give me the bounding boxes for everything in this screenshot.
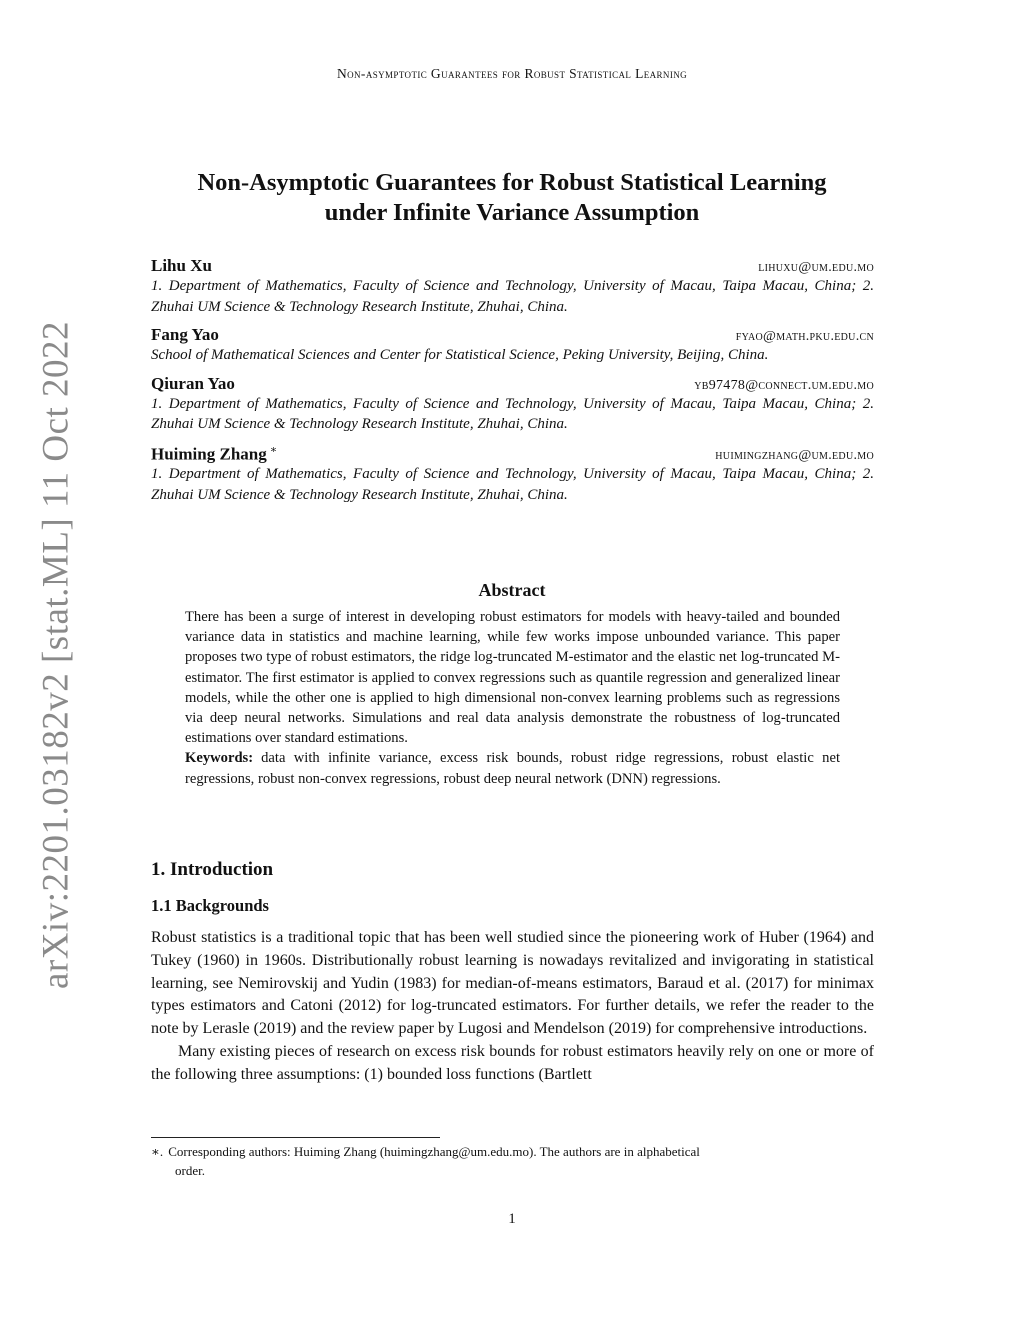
footnote-rule [151, 1137, 440, 1138]
page-number: 1 [508, 1211, 516, 1227]
arxiv-stamp: arXiv:2201.03182v2 [stat.ML] 11 Oct 2022 [35, 320, 77, 990]
author-email[interactable]: yb97478@connect.um.edu.mo [694, 377, 874, 393]
author-affiliation: 1. Department of Mathematics, Faculty of Science and Technology, University of Macau, Taipa Macau, China; 2. Zhuhai UM Science & Technology Research Institute, Zhuhai, China. [151, 278, 874, 315]
paragraph: Robust statistics is a traditional topic that has been well studied since the pioneering work of Huber (1964) and Tukey (1960) in 1960s. Distributionally robust learning is nowadays revitalized and invigorating in statistical learning, see Nemirovskij and Yudin (1983) for median-of-means estimators, Baraud et al. (2017) for minimax types estimators and Catoni (2012) for log-truncated estimators. For further details, we refer the reader to the note by Lerasle (2019) and the review paper by Lugosi and Mendelson (2019) for comprehensive introductions. [151, 929, 874, 1038]
author-name [151, 443, 277, 465]
author-email[interactable]: fyao@math.pku.edu.cn [735, 329, 874, 344]
keywords-text: data with infinite variance, excess risk bounds, robust ridge regressions, robust elastic net regressions, robust non-convex regressions, robust deep neural network (DNN) regressions. [185, 750, 840, 787]
keywords [185, 748, 840, 788]
author-list [151, 256, 874, 513]
author-name: Lihu Xu [151, 256, 212, 275]
footnote-marker: ∗. [151, 1144, 164, 1159]
title-line-2: under Infinite Variance Assumption [324, 199, 700, 226]
author-email[interactable]: huimingzhang@um.edu.mo [715, 448, 874, 464]
paragraph: Many existing pieces of research on excess risk bounds for robust estimators heavily rely on one or more of the following three assumptions: (1) bounded loss functions (Bartlett [151, 1042, 874, 1083]
author-affiliation: 1. Department of Mathematics, Faculty of Science and Technology, University of Macau, Taipa Macau, China; 2. Zhuhai UM Science & Technology Research Institute, Zhuhai, China. [151, 466, 874, 503]
author-block [151, 443, 874, 506]
abstract [185, 607, 840, 789]
author-block [151, 325, 874, 366]
author-name: Qiuran Yao [151, 373, 235, 393]
subsection-heading: 1.1 Backgrounds [151, 896, 269, 915]
paper-title [130, 168, 894, 228]
author-block [151, 374, 874, 435]
author-block [151, 256, 874, 317]
author-affiliation: School of Mathematical Sciences and Center for Statistical Science, Peking University, Beijing, China. [151, 347, 769, 363]
running-head: Non-asymptotic Guarantees for Robust Statistical Learning [336, 66, 688, 81]
title-line-1: Non-Asymptotic Guarantees for Robust Statistical Learning [197, 169, 827, 196]
author-email[interactable]: lihuxu@um.edu.mo [758, 260, 874, 275]
footnote-continuation: order. [175, 1162, 205, 1178]
footnote [151, 1143, 874, 1180]
author-name-text: Huiming Zhang [151, 444, 267, 464]
keywords-label: Keywords: [185, 750, 254, 767]
author-name: Fang Yao [151, 325, 219, 344]
abstract-text: There has been a surge of interest in developing robust estimators for models with heavy-tailed and bounded variance data in statistics and machine learning, while few works impose unbounded variance. This paper proposes two type of robust estimators, the ridge log-truncated M-estimator and the elastic net log-truncated M-estimator. The first estimator is applied to convex regressions such as quantile regression and generalized linear models, while the other one is applied to high dimensional non-convex learning problems such as regressions via deep neural networks. Simulations and real data analysis demonstrate the robustness of log-truncated estimations over standard estimations. [185, 609, 840, 747]
section-heading: 1. Introduction [151, 859, 274, 880]
body-text [151, 927, 874, 1087]
author-affiliation: 1. Department of Mathematics, Faculty of Science and Technology, University of Macau, Taipa Macau, China; 2. Zhuhai UM Science & Technology Research Institute, Zhuhai, China. [151, 395, 874, 432]
abstract-heading: Abstract [478, 580, 546, 600]
corresponding-author-marker: ∗ [269, 443, 278, 456]
footnote-text: Corresponding authors: Huiming Zhang (huimingzhang@um.edu.mo). The authors are in alphabetical [168, 1144, 700, 1159]
